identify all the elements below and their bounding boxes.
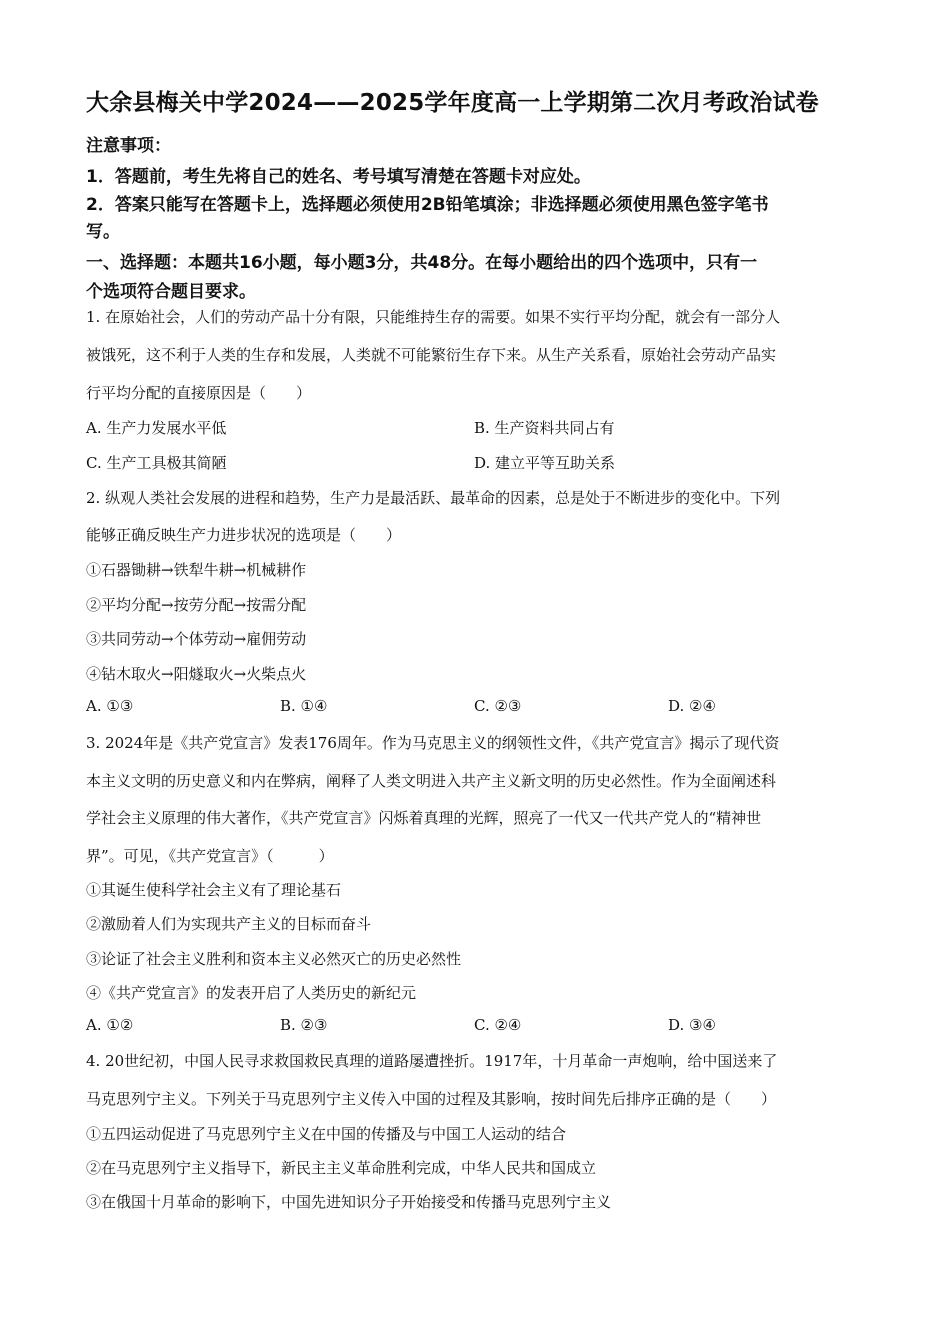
q3-option-d: D. ③④ — [668, 1016, 716, 1034]
section-heading-line-2: 个选项符合题目要求。 — [86, 282, 256, 302]
q2-statement-4: ④钻木取火→阳燧取火→火柴点火 — [86, 665, 307, 683]
q2-option-b: B. ①④ — [280, 697, 328, 715]
q2-statement-3: ③共同劳动→个体劳动→雇佣劳动 — [86, 630, 307, 648]
q1-stem-line-3: 行平均分配的直接原因是（ ） — [86, 384, 312, 402]
notice-item-2-line-2: 写。 — [86, 222, 120, 242]
q1-stem-line-1: 1. 在原始社会，人们的劳动产品十分有限，只能维持生存的需要。如果不实行平均分配，就会有一部分人 — [86, 308, 781, 326]
q2-stem-line-1: 2. 纵观人类社会发展的进程和趋势，生产力是最活跃、最革命的因素，总是处于不断进步的变化中。下列 — [86, 489, 781, 507]
q2-option-a: A. ①③ — [86, 697, 134, 715]
q1-option-c: C. 生产工具极其简陋 — [86, 454, 227, 472]
q1-option-d: D. 建立平等互助关系 — [474, 454, 616, 472]
q1-option-a: A. 生产力发展水平低 — [86, 419, 227, 437]
q3-statement-3: ③论证了社会主义胜利和资本主义必然灭亡的历史必然性 — [86, 950, 462, 968]
q4-statement-3: ③在俄国十月革命的影响下，中国先进知识分子开始接受和传播马克思列宁主义 — [86, 1193, 612, 1211]
notice-heading: 注意事项： — [86, 136, 171, 156]
q2-stem-line-2: 能够正确反映生产力进步状况的选项是（ ） — [86, 526, 402, 544]
notice-item-2-line-1: 2．答案只能写在答题卡上，选择题必须使用2B铅笔填涂；非选择题必须使用黑色签字笔书 — [86, 195, 769, 215]
q3-option-b: B. ②③ — [280, 1016, 328, 1034]
q4-stem-line-2: 马克思列宁主义。下列关于马克思列宁主义传入中国的过程及其影响，按时间先后排序正确的是（ ） — [86, 1090, 777, 1108]
q4-statement-2: ②在马克思列宁主义指导下，新民主主义革命胜利完成，中华人民共和国成立 — [86, 1159, 597, 1177]
q1-option-b: B. 生产资料共同占有 — [474, 419, 615, 437]
q3-stem-line-3: 学社会主义原理的伟大著作，《共产党宣言》闪烁着真理的光辉，照亮了一代又一代共产党人的“精神世 — [86, 809, 762, 827]
q3-statement-2: ②激励着人们为实现共产主义的目标而奋斗 — [86, 915, 372, 933]
q3-stem-line-4: 界”。可见，《共产党宣言》（ ） — [86, 847, 334, 865]
q3-statement-1: ①其诞生使科学社会主义有了理论基石 — [86, 881, 342, 899]
q4-stem-line-1: 4. 20世纪初，中国人民寻求救国救民真理的道路屡遭挫折。1917年，十月革命一声炮响，给中国送来了 — [86, 1052, 778, 1070]
q3-stem-line-2: 本主义文明的历史意义和内在弊病，阐释了人类文明进入共产主义新文明的历史必然性。作为全面阐述科 — [86, 772, 777, 790]
q3-stem-line-1: 3. 2024年是《共产党宣言》发表176周年。作为马克思主义的纲领性文件，《共产党宣言》揭示了现代资 — [86, 734, 780, 752]
q1-stem-line-2: 被饿死，这不利于人类的生存和发展，人类就不可能繁衍生存下来。从生产关系看，原始社会劳动产品实 — [86, 346, 777, 364]
q2-statement-2: ②平均分配→按劳分配→按需分配 — [86, 596, 307, 614]
q3-statement-4: ④《共产党宣言》的发表开启了人类历史的新纪元 — [86, 984, 417, 1002]
q3-option-a: A. ①② — [86, 1016, 134, 1034]
q2-option-d: D. ②④ — [668, 697, 716, 715]
q3-option-c: C. ②④ — [474, 1016, 522, 1034]
section-heading-line-1: 一、选择题：本题共16小题，每小题3分，共48分。在每小题给出的四个选项中，只有一 — [86, 253, 758, 273]
notice-item-1: 1．答题前，考生先将自己的姓名、考号填写清楚在答题卡对应处。 — [86, 167, 591, 187]
q2-option-c: C. ②③ — [474, 697, 522, 715]
page-title: 大余县梅关中学2024——2025学年度高一上学期第二次月考政治试卷 — [86, 90, 819, 116]
q4-statement-1: ①五四运动促进了马克思列宁主义在中国的传播及与中国工人运动的结合 — [86, 1125, 567, 1143]
q2-statement-1: ①石器锄耕→铁犁牛耕→机械耕作 — [86, 561, 307, 579]
